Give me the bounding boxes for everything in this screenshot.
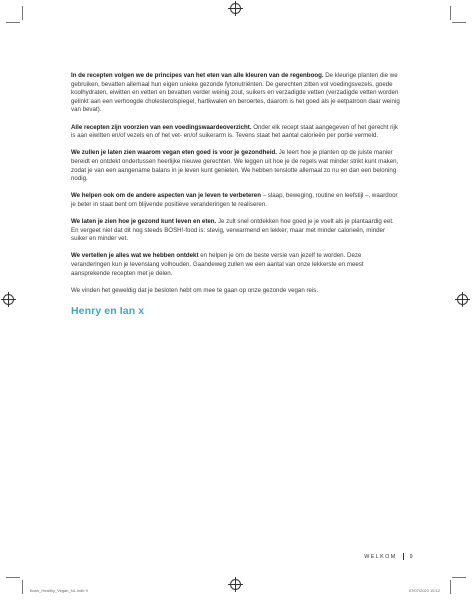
section-name: WELKOM — [364, 553, 397, 560]
page-number: 9 — [409, 553, 414, 560]
crop-mark — [22, 6, 23, 20]
paragraph-plant-based — [71, 218, 401, 244]
paragraph-lead: We zullen je laten zien waarom vegan eten goed is voor je gezondheid. — [71, 149, 277, 157]
crop-mark — [452, 22, 466, 23]
signature: Henry en Ian x — [71, 305, 145, 318]
registration-mark-left — [3, 294, 14, 305]
crop-mark — [6, 577, 20, 578]
paragraph-lead: We helpen ook om de andere aspecten van je leven te verbeteren — [71, 192, 261, 200]
crop-mark — [452, 577, 466, 578]
paragraph-health — [71, 149, 401, 183]
paragraph-text: Onder elk recept staat aangegeven of het gerecht rijk is aan eiwitten en/of vezels en of het vet- en/of suikerarm is. Tevens staat het aantal calorieën per portie vermeld. — [71, 123, 398, 140]
crop-mark — [22, 580, 23, 594]
paragraph-lead: We laten je zien hoe je gezond kunt leven en eten. — [71, 218, 217, 226]
paragraph-closing — [71, 287, 401, 296]
crop-mark — [450, 580, 451, 594]
paragraph-lifestyle — [71, 192, 401, 209]
crop-mark — [450, 6, 451, 20]
paragraph-text: – slaap, beweging, routine en leefstijl –, waardoor je beter in staat bent om blijvende positieve veranderingen te realiseren. — [71, 192, 398, 208]
paragraph-discoveries — [71, 252, 401, 278]
paragraph-nutrition — [71, 124, 401, 141]
registration-mark-right — [457, 294, 468, 305]
paragraph-lead: We vertellen je alles wat we hebben ontdekt — [71, 252, 199, 260]
paragraph-text: Je zult snel ontdekken hoe goed je je voelt als je plantaardig eet. En vergeet niet dat dit nog steeds BOSH!-food is: stevig, verwarmend en lekker, maar met minder calorieën, minder suiker en minder vet. — [71, 218, 394, 243]
paragraph-text: We vinden het geweldig dat je besloten hebt om mee te gaan op onze gezonde vegan reis. — [71, 286, 319, 294]
registration-mark-top — [230, 3, 241, 14]
paragraph-text: De kleurige planten die we gebruiken, bevatten allemaal hun eigen unieke gezonde fytonutriënten. De gerechten zitten vol voedingsvezels, goede koolhydraten, eiwitten en vetten en bevatten verder weinig zout, suikers en verzadigde vetten (verzadigde vetten worden gelinkt aan een verhoogde cholesterolspiegel, hartkwalen en beroertes, daarom is het goed als je eetpatroon daar weinig van bevat). — [71, 72, 400, 114]
slug-timestamp: 07/07/2020 15:12 — [408, 588, 440, 593]
paragraph-lead: In de recepten volgen we de principes van het eten van alle kleuren van de regenboog. — [71, 72, 324, 79]
page-footer — [364, 553, 414, 560]
paragraph-text: en helpen je om de beste versie van jezelf te worden. Deze veranderingen kun je levenslang volhouden. Gaandeweg zullen we een aantal van onze lekkerste en meest aansprekende recepten met je delen. — [71, 252, 364, 277]
paragraph-rainbow — [71, 72, 401, 115]
registration-mark-bottom — [230, 579, 241, 590]
slug-filename: Bosh_Healthy_Vegan_NL.indb 9 — [30, 588, 88, 593]
paragraph-text: Je leert hoe je planten op de juiste manier bereidt en ontdekt ondertussen heerlijke nieuwe gerechten. We leggen uit hoe je de regels wat minder strikt kunt maken, zodat je van een aangename balans in je leven kunt genieten. We hebben tenslotte allemaal zo nu en dan een beloning nodig. — [71, 149, 399, 183]
paragraph-lead: Alle recepten zijn voorzien van een voedingswaardeoverzicht. — [71, 123, 252, 131]
crop-mark — [6, 22, 20, 23]
footer-divider — [403, 553, 404, 560]
body-text — [71, 72, 401, 316]
